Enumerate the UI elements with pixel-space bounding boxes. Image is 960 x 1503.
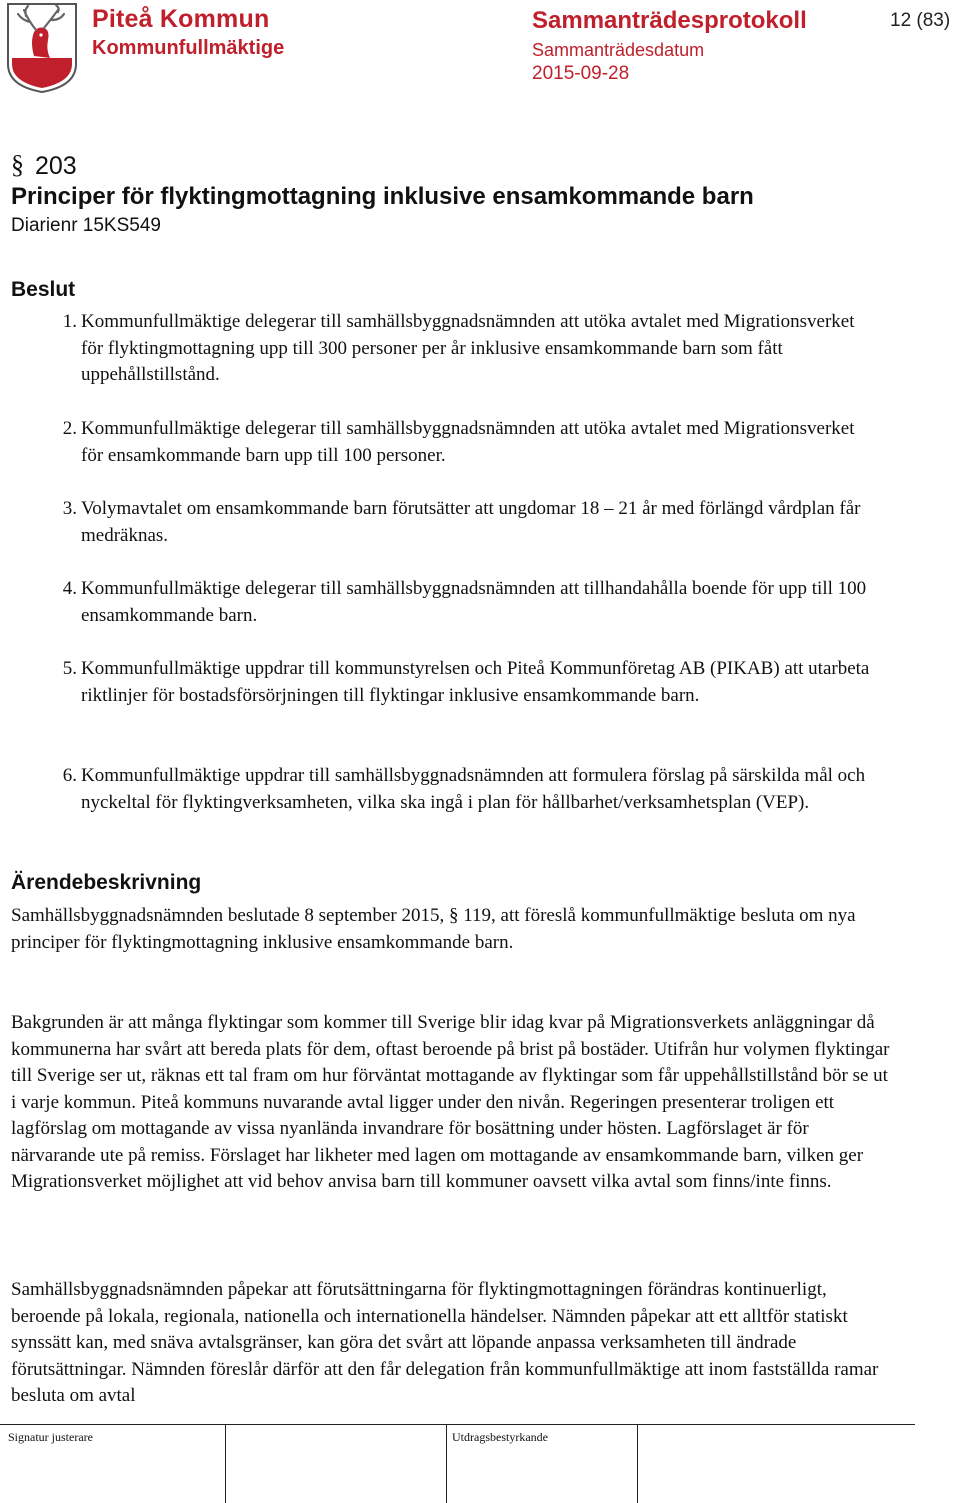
decision-heading: Beslut	[11, 278, 76, 301]
decision-item	[62, 496, 881, 549]
extract-certification-label: Utdragsbestyrkande	[452, 1430, 548, 1444]
background-heading: Ärendebeskrivning	[11, 871, 202, 894]
decision-item-number: 6.	[62, 765, 77, 786]
decision-item-text: Kommunfullmäktige delegerar till samhällsbyggnadsnämnden att utöka avtalet med Migrationsverket för flyktingmottagning upp till 300 personer per år inklusive ensamkommande barn som fått uppehållstillstånd.	[81, 311, 855, 385]
diary-number: Diarienr 15KS549	[11, 215, 161, 236]
decision-item	[62, 763, 881, 816]
decision-item-number: 3.	[62, 498, 77, 519]
background-paragraph: Bakgrunden är att många flyktingar som kommer till Sverige blir idag kvar på Migrationsverkets anläggningar då kommunerna har svårt att bereda plats för dem, oftast beroende på brist på bostäder. Utifrån hur volymen flyktingar till Sverige ser ut, räknas ett tal fram om hur förväntat mottagande av flyktingar som får uppehållstillstånd bör se ut i varje kommun. Piteå kommuns nuvarande avtal ligger under den nivån. Regeringen presenterar troligen ett lagförslag om mottagande av vissa nyanlända invandrare för bosättning under hösten. Lagförslaget är för närvarande ute på remiss. Förslaget har likheter med lagen om mottagande av ensamkommande barn, vilken ger Migrationsverket möjlighet att vid behov anvisa barn till kommuner oavsett vilka avtal som finns/inte finns.	[11, 1012, 890, 1192]
document-header	[0, 0, 960, 100]
meeting-date-label: Sammanträdesdatum	[532, 40, 705, 60]
decision-item-text: Kommunfullmäktige uppdrar till kommunstyrelsen och Piteå Kommunföretag AB (PIKAB) att utarbeta riktlinjer för bostadsförsörjningen till flyktingar inklusive ensamkommande barn.	[81, 658, 870, 706]
footer-cell-divider	[446, 1424, 447, 1503]
decision-item-number: 1.	[62, 311, 77, 332]
signature-label: Signatur justerare	[8, 1430, 93, 1444]
decision-item-text: Kommunfullmäktige delegerar till samhällsbyggnadsnämnden att tillhandahålla boende för upp till 100 ensamkommande barn.	[81, 578, 867, 626]
section-mark: §	[11, 150, 24, 179]
decision-item	[62, 656, 881, 709]
decision-item-number: 5.	[62, 658, 77, 679]
decision-item	[62, 576, 881, 629]
background-paragraph: Samhällsbyggnadsnämnden påpekar att förutsättningarna för flyktingmottagningen förändras kontinuerligt, beroende på lokala, regionala, nationella och internationella händelser. Nämnden påpekar att ett alltför statiskt synssätt kan, med snäva avtalsgränser, kan göra det svårt att löpande anpassa verksamheten till ändrade förutsättningar. Nämnden föreslår därför att den får delegation från kommunfullmäktige att inom fastställda ramar besluta om avtal	[11, 1279, 879, 1406]
meeting-date-value: 2015-09-28	[532, 63, 630, 84]
reindeer-shield-logo-icon	[4, 2, 80, 94]
decision-item-number: 4.	[62, 578, 77, 599]
decision-item-text: Kommunfullmäktige delegerar till samhällsbyggnadsnämnden att utöka avtalet med Migrationsverket för ensamkommande barn upp till 100 personer.	[81, 418, 855, 466]
decision-item	[62, 309, 881, 389]
signature-footer	[0, 1422, 960, 1503]
body-name: Kommunfullmäktige	[92, 37, 285, 59]
footer-cell-divider	[637, 1424, 638, 1503]
decision-item-text: Volymavtalet om ensamkommande barn förutsätter att ungdomar 18 – 21 år med förlängd vårdplan får medräknas.	[81, 498, 861, 546]
organization-name: Piteå Kommun	[92, 5, 270, 33]
page-number: 12 (83)	[890, 10, 951, 31]
case-title: Principer för flyktingmottagning inklusive ensamkommande barn	[11, 183, 754, 210]
decision-item	[62, 416, 881, 469]
document-type: Sammanträdesprotokoll	[532, 7, 807, 34]
background-paragraph: Samhällsbyggnadsnämnden beslutade 8 september 2015, § 119, att föreslå kommunfullmäktige besluta om nya principer för flyktingmottagning inklusive ensamkommande barn.	[11, 905, 856, 953]
footer-divider-line	[0, 1424, 915, 1425]
decision-item-text: Kommunfullmäktige uppdrar till samhällsbyggnadsnämnden att formulera förslag på särskilda mål och nyckeltal för flyktingverksamheten, vilka ska ingå i plan för hållbarhet/verksamhetsplan (VEP).	[81, 765, 866, 813]
section-number: 203	[35, 152, 77, 180]
decision-item-number: 2.	[62, 418, 77, 439]
footer-cell-divider	[225, 1424, 226, 1503]
